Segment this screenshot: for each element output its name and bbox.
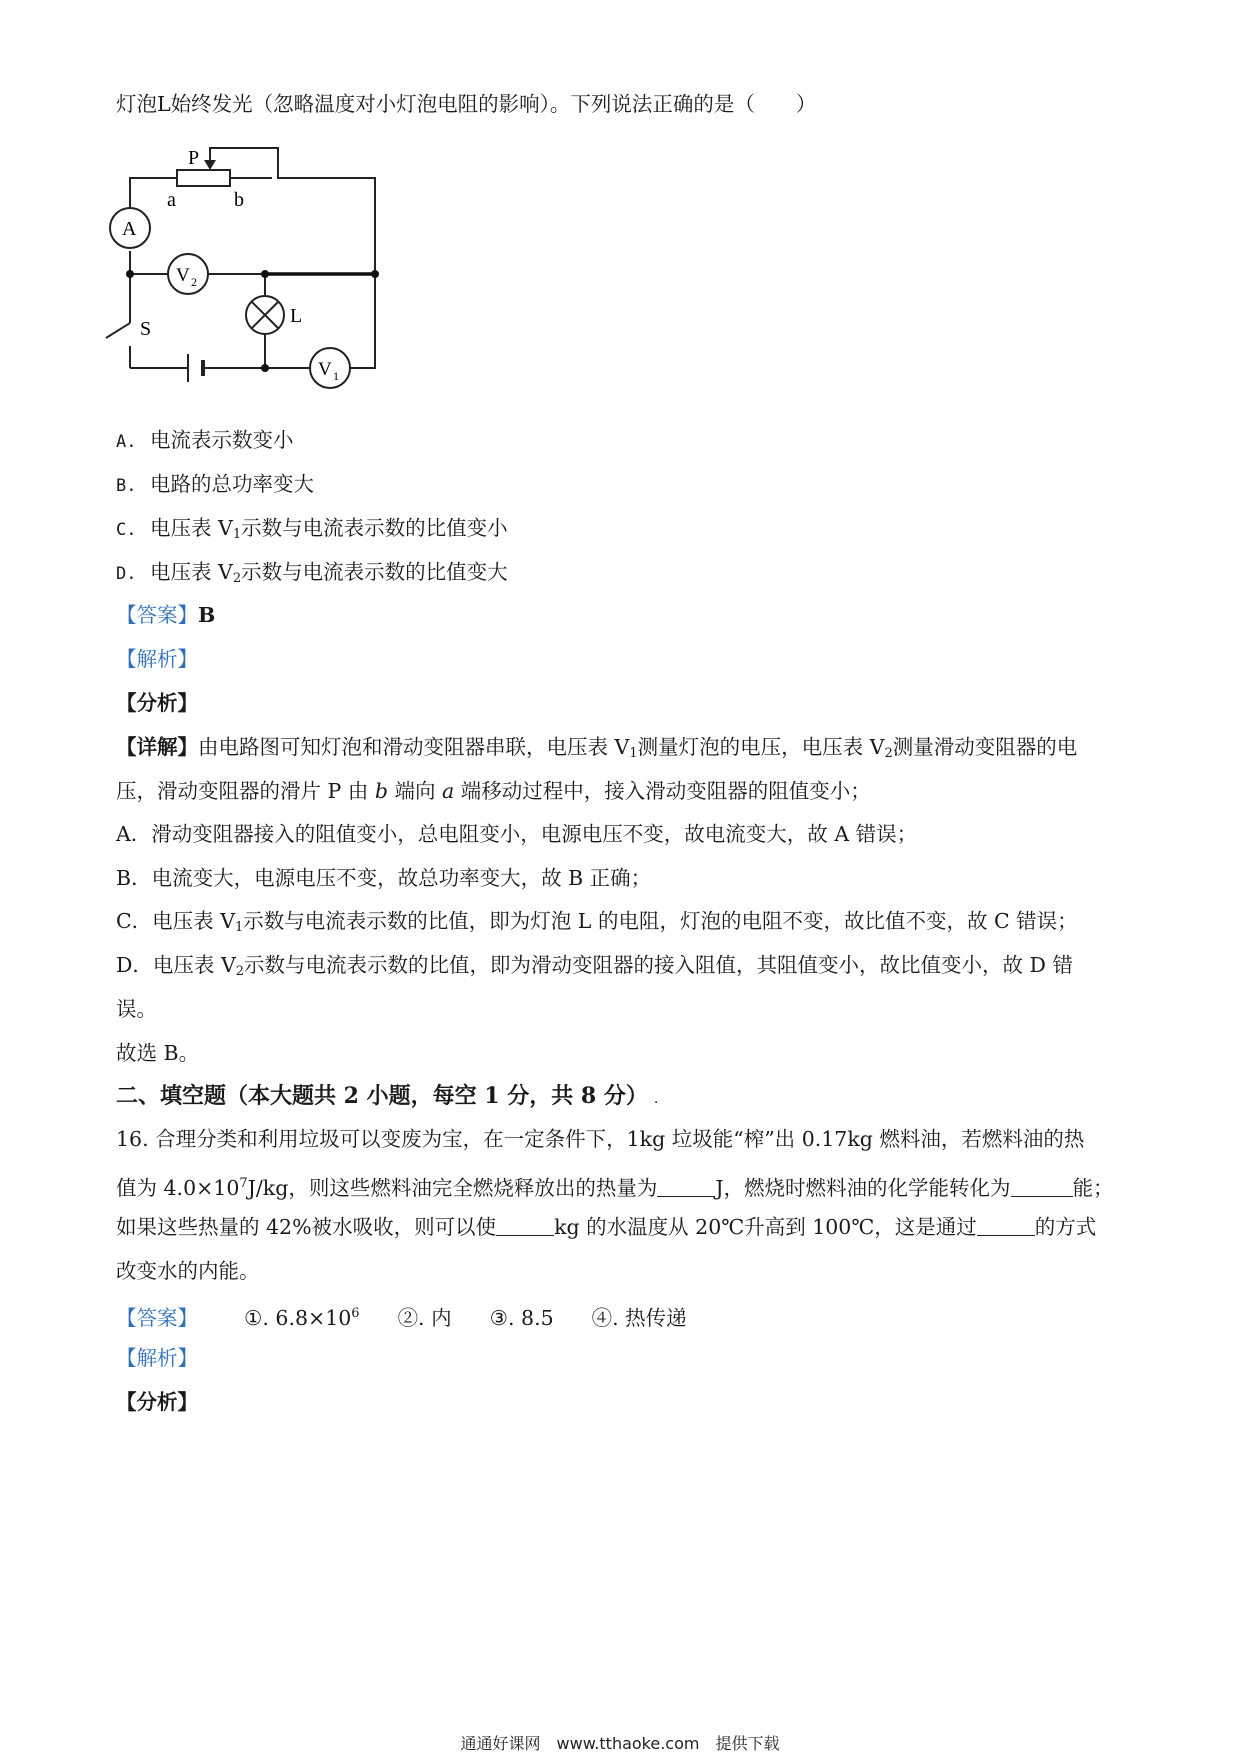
question-intro: 灯泡L始终发光（忽略温度对小灯泡电阻的影响）。下列说法正确的是（ ） <box>116 92 817 116</box>
answer-text: ②. 内 <box>397 1306 452 1330</box>
q15-answer <box>116 601 215 629</box>
text: J/kg，则这些燃料油完全燃烧释放出的热量为 <box>247 1176 658 1200</box>
q15-fenxi-tag: 【分析】 <box>116 691 198 715</box>
option-letter: D. <box>116 564 137 584</box>
text: 测量滑动变阻器的电 <box>892 735 1078 759</box>
q15-line-c <box>116 907 1078 942</box>
text: J，燃烧时燃料油的化学能转化为 <box>715 1176 1011 1200</box>
q16-analysis-tag: 【解析】 <box>116 1346 198 1370</box>
answer-item <box>244 1300 360 1332</box>
q15-conclusion: 故选 B。 <box>116 1041 200 1065</box>
text: 能； <box>1072 1176 1114 1200</box>
text: 测量灯泡的电压，电压表 V <box>637 735 885 759</box>
subscript: 2 <box>232 571 242 586</box>
label-a-end: a <box>167 189 176 211</box>
q15-line-d2: 误。 <box>116 997 157 1021</box>
option-text: 示数与电流表示数的比值变小 <box>241 516 508 540</box>
text: 端向 <box>387 779 443 803</box>
q15-detail-line-1 <box>116 733 1077 768</box>
label-switch: S <box>140 318 152 340</box>
rheostat <box>177 170 230 186</box>
q16-line-2 <box>116 1170 1114 1202</box>
q16-fenxi-tag: 【分析】 <box>116 1390 198 1414</box>
answer-item <box>490 1304 554 1332</box>
label-lamp: L <box>290 305 303 327</box>
text: 如果这些热量的 42%被水吸收，则可以使 <box>116 1215 497 1239</box>
text: 的方式 <box>1034 1215 1097 1239</box>
text: 示数与电流表示数的比值，即为灯泡 L 的电阻，灯泡的电阻不变，故比值不变，故 C 错误； <box>243 909 1078 933</box>
option-d <box>116 558 508 593</box>
text: 端移动过程中，接入滑动变阻器的阻值变小； <box>454 779 871 803</box>
circuit-diagram <box>100 140 440 400</box>
answer-tag: 【答案】 <box>116 1306 198 1330</box>
switch-s <box>106 323 130 338</box>
option-text: 电路的总功率变大 <box>150 472 314 496</box>
label-v2: V <box>176 265 190 286</box>
heading-text: 二、填空题（本大题共 2 小题，每空 1 分，共 8 分） <box>116 1083 648 1109</box>
text: 示数与电流表示数的比值，即为滑动变阻器的接入阻值，其阻值变小，故比值变小，故 D 错 <box>244 953 1074 977</box>
label-ammeter: A <box>122 218 137 240</box>
option-letter: B. <box>116 476 137 496</box>
q15-line-b: B．电流变大，电源电压不变，故总功率变大，故 B 正确； <box>116 866 652 890</box>
option-text: 电流表示数变小 <box>150 428 294 452</box>
label-v1: V <box>318 359 332 380</box>
label-b-end: b <box>234 189 244 211</box>
q16-line-3 <box>116 1213 1096 1241</box>
subscript: 2 <box>884 746 893 761</box>
option-text: 电压表 V <box>150 560 233 584</box>
heading-mark: . <box>653 1091 659 1107</box>
option-letter: A. <box>116 432 137 452</box>
subscript: 2 <box>235 964 245 979</box>
answer-tag: 【答案】 <box>116 603 198 627</box>
option-c <box>116 514 508 549</box>
slider-p <box>210 148 375 274</box>
label-v2-sub: 2 <box>191 275 197 289</box>
text: C．电压表 V <box>116 909 236 933</box>
answer-value: B <box>198 603 216 627</box>
q15-analysis-tag: 【解析】 <box>116 647 198 671</box>
variable-b: b <box>374 779 388 803</box>
blank-2[interactable] <box>1011 1176 1073 1197</box>
blank-3[interactable] <box>496 1215 554 1236</box>
detail-tag: 【详解】 <box>116 735 198 759</box>
option-a <box>116 426 294 456</box>
blank-4[interactable] <box>977 1215 1035 1236</box>
label-p: P <box>188 147 200 169</box>
page-footer: 通通好课网 www.tthaoke.com 提供下载 <box>460 1734 780 1753</box>
section-2-heading <box>116 1082 658 1113</box>
q16-line-4: 改变水的内能。 <box>116 1259 260 1283</box>
superscript: 6 <box>351 1306 360 1321</box>
superscript: 7 <box>239 1176 248 1191</box>
q15-line-d <box>116 951 1073 986</box>
text: 由电路图可知灯泡和滑动变阻器串联，电压表 V <box>198 735 630 759</box>
option-letter: C. <box>116 520 137 540</box>
option-text: 电压表 V <box>150 516 233 540</box>
answer-text: ④. 热传递 <box>591 1306 687 1330</box>
subscript: 1 <box>232 527 242 542</box>
label-v1-sub: 1 <box>333 369 339 383</box>
q15-line-a: A．滑动变阻器接入的阻值变小，总电阻变小，电源电压不变，故电流变大，故 A 错误； <box>116 822 918 846</box>
text: D．电压表 V <box>116 953 236 977</box>
answer-text: ③. 8.5 <box>489 1306 554 1330</box>
answer-item <box>592 1304 687 1332</box>
text: 压，滑动变阻器的滑片 P 由 <box>116 779 375 803</box>
q16-answer <box>116 1300 725 1332</box>
answer-text: ①. 6.8×10 <box>244 1306 352 1330</box>
q16-line-1: 16. 合理分类和利用垃圾可以变废为宝，在一定条件下，1kg 垃圾能“榨”出 0.17kg 燃料油，若燃料油的热 <box>116 1127 1085 1151</box>
option-text: 示数与电流表示数的比值变大 <box>241 560 508 584</box>
variable-a: a <box>442 779 455 803</box>
text: kg 的水温度从 20℃升高到 100℃，这是通过 <box>554 1215 977 1239</box>
subscript: 1 <box>629 746 638 761</box>
subscript: 1 <box>235 920 244 935</box>
option-b <box>116 470 314 500</box>
answer-item <box>398 1304 452 1332</box>
blank-1[interactable] <box>657 1176 715 1197</box>
text: 值为 4.0×10 <box>116 1176 240 1200</box>
q15-detail-line-2 <box>116 777 871 805</box>
